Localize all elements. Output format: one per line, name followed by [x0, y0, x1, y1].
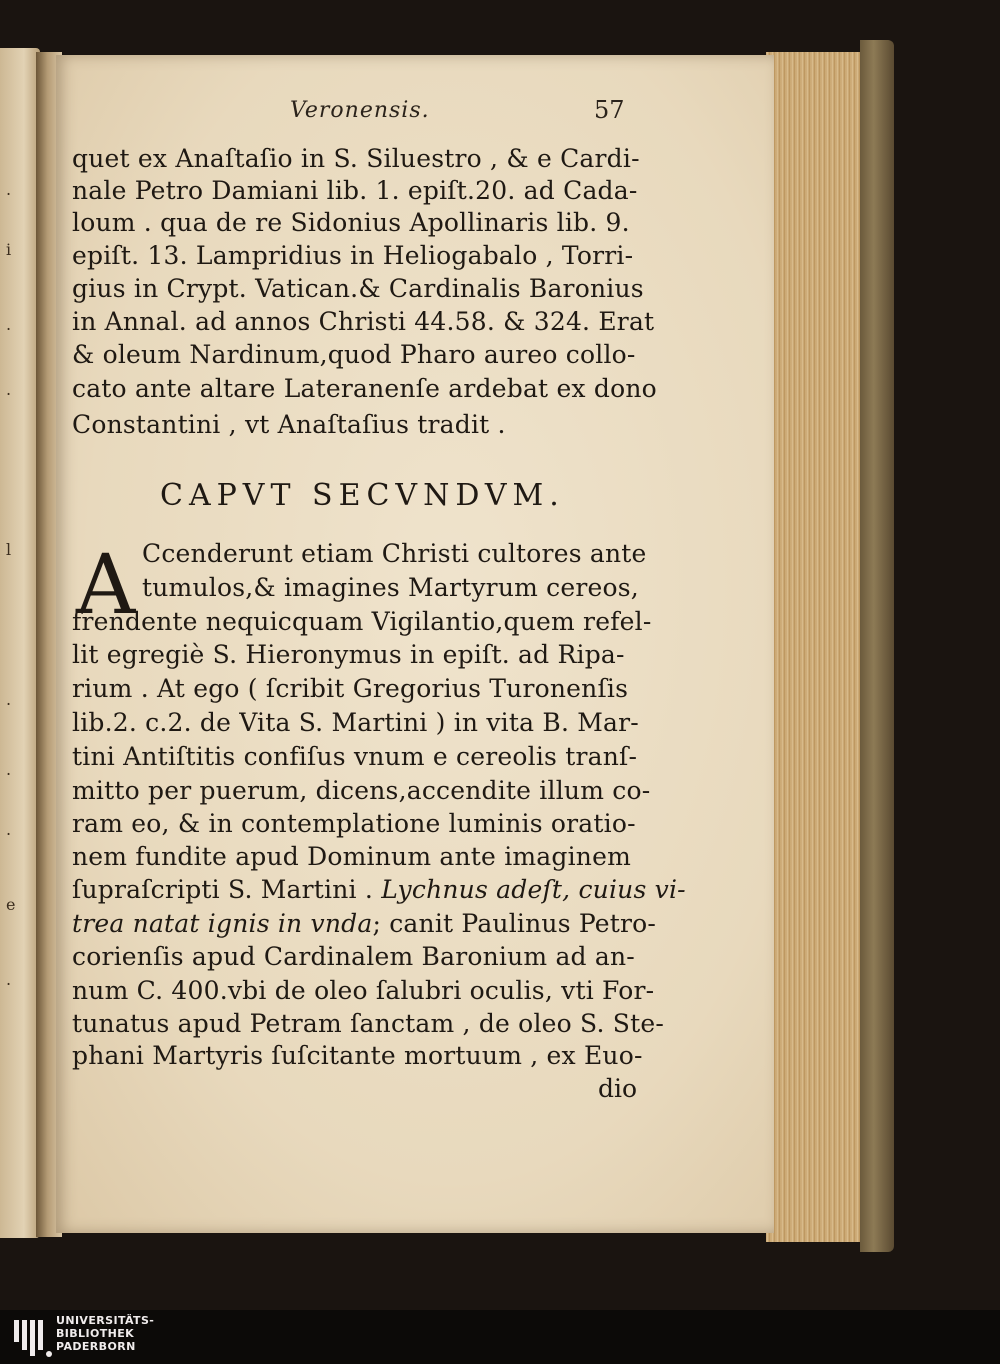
text-line: in Annal. ad annos Christi 44.58. & 324. Erat — [72, 307, 655, 336]
page-number: 57 — [594, 96, 625, 124]
running-head — [290, 98, 670, 132]
text-segment: ; canit Paulinus Petro- — [372, 909, 657, 938]
italic-quote: Lychnus adeſt, cuius vi- — [381, 875, 686, 904]
text-line: quet ex Anaſtaſio in S. Siluestro , & e Cardi- — [72, 144, 640, 173]
text-line — [72, 908, 672, 940]
text-line: rium . At ego ( ſcribit Gregorius Turonenſis — [72, 674, 629, 703]
text-line: frendente nequicquam Vigilantio,quem refel- — [72, 607, 652, 636]
drop-cap: A — [76, 538, 136, 633]
text-line: Ccenderunt etiam Christi cultores ante — [142, 539, 647, 568]
library-logo-text — [56, 1314, 154, 1353]
text-line: loum . qua de re Sidonius Apollinaris lib. 9. — [72, 208, 630, 237]
text-line: tini Antiſtitis confiſus vnum e cereolis tranſ- — [72, 742, 638, 771]
text-line: lib.2. c.2. de Vita S. Martini ) in vita B. Mar- — [72, 708, 639, 737]
library-name-line: UNIVERSITÄTS- — [56, 1314, 155, 1327]
text-line: corienſis apud Cardinalem Baronium ad an- — [72, 942, 635, 971]
text-line: cato ante altare Lateranenſe ardebat ex dono — [72, 374, 657, 403]
catchword: dio — [598, 1074, 638, 1103]
text-line: num C. 400.vbi de oleo ſalubri oculis, vti For- — [72, 976, 655, 1005]
text-line: Constantini , vt Anaſtaſius tradit . — [72, 410, 506, 439]
italic-quote: trea natat ignis in vnda — [72, 909, 373, 938]
page-edges — [766, 52, 866, 1242]
text-line: gius in Crypt. Vatican.& Cardinalis Baronius — [72, 274, 644, 303]
book-cover-edge — [860, 40, 894, 1252]
library-name-line: BIBLIOTHEK — [56, 1327, 135, 1340]
text-line: epiſt. 13. Lampridius in Heliogabalo , Torri- — [72, 241, 634, 270]
text-line: lit egregiè S. Hieronymus in epiſt. ad Ripa- — [72, 640, 625, 669]
text-line: nale Petro Damiani lib. 1. epiſt.20. ad Cada- — [72, 176, 638, 205]
left-page-margin-fragments: . i . . l . . . e . — [6, 180, 16, 989]
text-segment: ſupraſcripti S. Martini . — [72, 875, 374, 904]
text-line: nem fundite apud Dominum ante imaginem — [72, 842, 632, 871]
text-line: tunatus apud Petram ſanctam , de oleo S. Ste- — [72, 1009, 664, 1038]
library-name-line: PADERBORN — [56, 1340, 136, 1353]
text-line: phani Martyris ſuſcitante mortuum , ex Euo- — [72, 1041, 643, 1070]
text-line: tumulos,& imagines Martyrum cereos, — [142, 573, 639, 602]
chapter-heading: CAPVT SECVNDVM. — [160, 478, 565, 513]
text-line — [72, 874, 686, 906]
text-line: ram eo, & in contemplatione luminis oratio- — [72, 809, 636, 838]
text-line: & oleum Nardinum,quod Pharo aureo collo- — [72, 340, 636, 369]
running-title: Veronensis. — [290, 98, 430, 123]
text-line: mitto per puerum, dicens,accendite illum co- — [72, 776, 651, 805]
library-logo-icon — [8, 1316, 54, 1360]
